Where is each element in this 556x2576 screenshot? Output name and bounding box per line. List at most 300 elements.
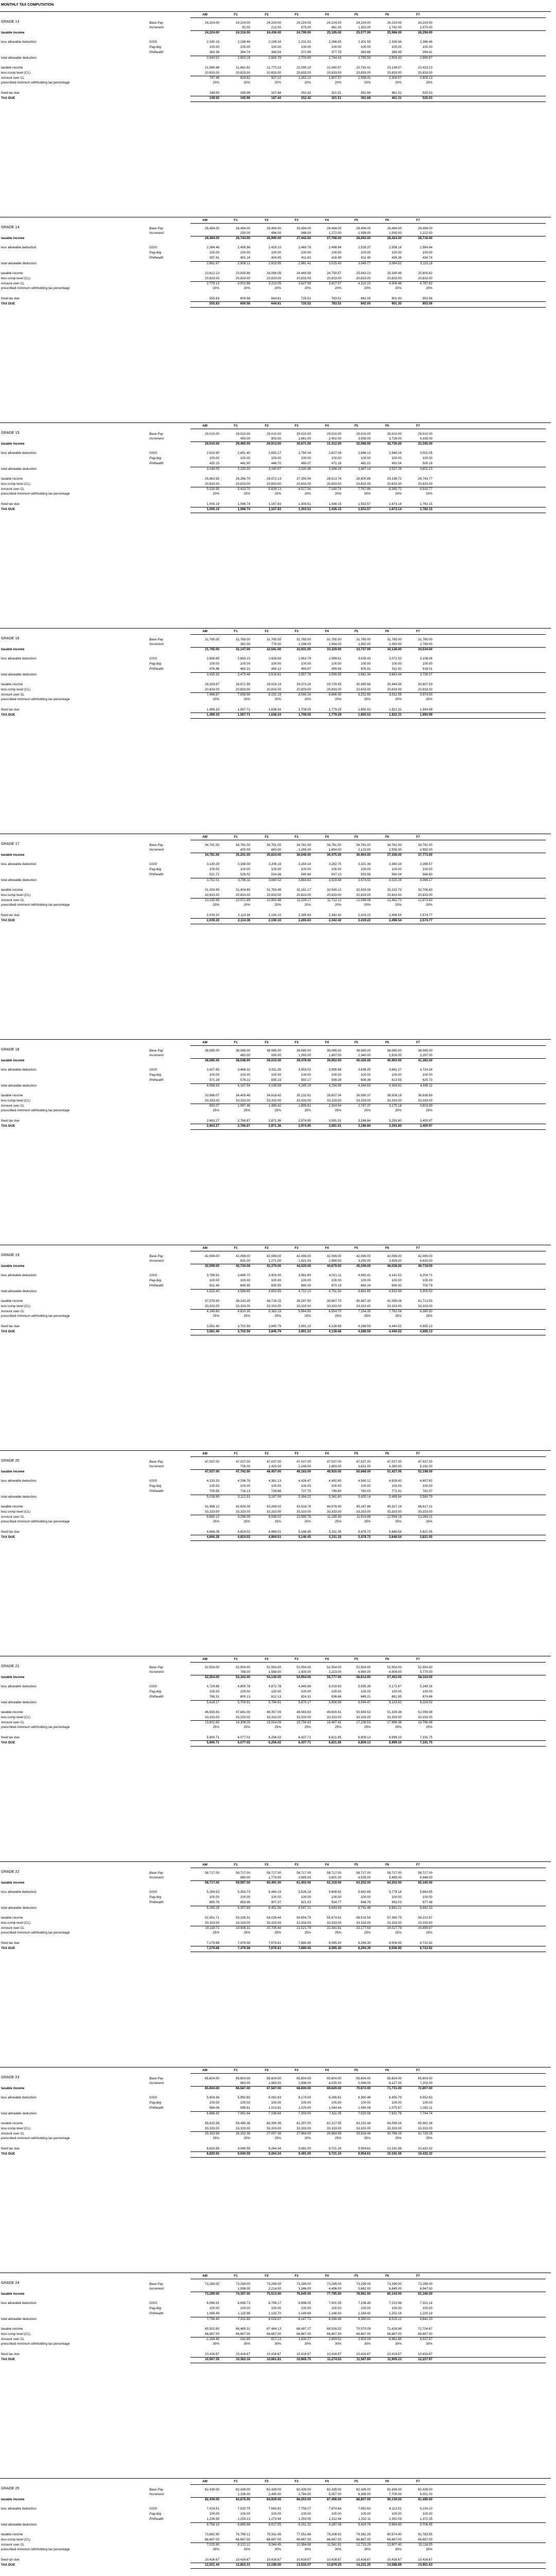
row-label: taxable income (1, 31, 25, 35)
table-row (0, 714, 556, 718)
value-cell: 7,631.76 (389, 2112, 402, 2115)
row-label: taxable income (1, 1299, 23, 1303)
value-cell: 41,382.00 (418, 1059, 432, 1062)
value-cell: 20% (244, 698, 250, 701)
row-sublabel: Base Pay (149, 1049, 163, 1053)
value-cell: 47,037.00 (266, 1460, 281, 1464)
grade-name: GRADE 18 (1, 1047, 20, 1052)
value-cell: 3,297.00 (420, 1054, 432, 1057)
value-cell: 893.96 (240, 1901, 250, 1904)
value-cell: 20% (426, 492, 432, 496)
table-row (0, 663, 556, 667)
value-cell: 700.79 (422, 1284, 432, 1287)
value-cell: 726.86 (271, 1489, 281, 1493)
value-cell: 100.00 (422, 1895, 432, 1899)
value-cell: 25% (395, 1520, 402, 1523)
value-cell: 5,444.19 (268, 1890, 281, 1894)
value-cell: 4,066.17 (420, 878, 432, 882)
value-cell: 20% (213, 492, 219, 496)
grade-block (0, 2273, 556, 2478)
row-sublabel: Philhealth (149, 2517, 164, 2521)
value-cell: 60,491.00 (266, 1881, 281, 1885)
period-header: F6 (385, 2069, 389, 2072)
row-label: fixed tax due (1, 91, 20, 95)
value-cell: 7,411.05 (328, 2112, 341, 2115)
row-sublabel: Philhealth (149, 1489, 164, 1493)
value-cell: 32,161.17 (296, 888, 311, 892)
value-cell: 14,951.63 (418, 2563, 432, 2567)
value-cell: 66,485.31 (235, 2327, 250, 2331)
row-label: prescribed minimum withholding tax percentage (1, 903, 70, 907)
sum-rule (190, 30, 546, 31)
value-cell: 5,038.89 (206, 1495, 219, 1499)
value-cell: 5,608.62 (328, 1890, 341, 1894)
value-cell: 660.30 (301, 1284, 311, 1287)
period-header: AM (202, 1041, 207, 1044)
value-cell: 33,333.00 (387, 1716, 402, 1719)
row-sublabel: Philhealth (149, 1901, 164, 1904)
row-label: prescribed minimum withholding tax percentage (1, 1931, 70, 1935)
value-cell: 8,641.33 (420, 2317, 432, 2321)
value-cell: 7,091.64 (237, 2112, 250, 2115)
table-row (0, 919, 556, 924)
row-sublabel: Pag-ibig (149, 456, 162, 460)
value-cell: 20,833.00 (356, 277, 371, 280)
value-cell: 38,085.00 (387, 1049, 402, 1053)
value-cell: 17,236.53 (356, 1721, 371, 1724)
value-cell: 80,144.00 (387, 2292, 402, 2296)
row-sublabel: GSIS (149, 2301, 158, 2305)
period-header: F2 (265, 630, 269, 633)
period-header: F6 (385, 835, 389, 839)
value-cell: 33,333.00 (235, 1510, 250, 1514)
value-cell: 20% (274, 698, 281, 701)
table-row (0, 1284, 556, 1289)
value-cell: 482.21 (240, 667, 250, 671)
value-cell: 6,360.48 (358, 2096, 371, 2099)
value-cell: 3,601.00 (328, 1876, 341, 1879)
value-cell: 35,201.00 (235, 853, 250, 857)
value-cell: 25% (426, 1109, 432, 1112)
value-cell: 88,807.00 (356, 2498, 371, 2501)
value-cell: 7,196.64 (268, 2112, 281, 2115)
row-sublabel: Philhealth (149, 2312, 164, 2315)
value-cell: 38,085.00 (418, 1049, 432, 1053)
value-cell: 2,871.36 (268, 1119, 281, 1123)
value-cell: 2,610.90 (206, 451, 219, 455)
sum-rule (190, 2111, 546, 2112)
value-cell: 20% (213, 286, 219, 290)
period-header: F2 (265, 1452, 269, 1455)
value-cell: 35,232.81 (296, 1094, 311, 1097)
value-cell: 100.00 (240, 662, 250, 666)
value-cell: 5,580.79 (420, 1495, 432, 1499)
value-cell: 26,494.00 (387, 227, 402, 230)
value-cell: 30% (364, 2548, 371, 2551)
row-sublabel: Philhealth (149, 1078, 164, 1082)
value-cell: 2,760.39 (298, 451, 311, 455)
value-cell: 33,333.00 (326, 1510, 341, 1514)
value-cell: 65,062.26 (418, 2122, 432, 2125)
value-cell: 6,898.05 (298, 2301, 311, 2305)
value-cell: 2,908.12 (237, 262, 250, 265)
table-row (0, 97, 556, 101)
value-cell: 30% (304, 2548, 311, 2551)
value-cell: 1,293.05 (298, 2517, 311, 2521)
table-row (0, 1490, 556, 1495)
value-cell: 58,717.00 (387, 1871, 402, 1875)
value-cell: 20% (244, 492, 250, 496)
period-header: F5 (354, 2480, 358, 2483)
value-cell: 7,191.75 (420, 1741, 432, 1744)
value-cell: 1,236.59 (206, 2517, 219, 2521)
value-cell: 6,437.71 (298, 1736, 311, 1739)
value-cell: 20,833.00 (296, 688, 311, 691)
value-cell: 411.63 (301, 256, 311, 260)
value-cell: 25% (304, 2137, 311, 2140)
value-cell: 20,833.00 (326, 688, 341, 691)
value-cell: 34,781.00 (296, 843, 311, 847)
value-cell: 363.36 (209, 50, 219, 54)
value-cell: 20,833.00 (204, 482, 219, 486)
value-cell: 1,930.00 (389, 231, 402, 235)
value-cell: 705.56 (209, 1489, 219, 1493)
value-cell: 31,765.00 (356, 638, 371, 641)
value-cell: 812.13 (271, 1695, 281, 1699)
row-label: less:comp level (CL) (1, 1304, 31, 1308)
value-cell: 66,667.00 (387, 2538, 402, 2541)
value-cell: 10,416.67 (356, 2352, 371, 2356)
value-cell: 8,390.91 (358, 2317, 371, 2321)
value-cell: 9,564.60 (389, 2523, 402, 2527)
row-label: prescribed minimum withholding tax percentage (1, 2342, 70, 2346)
value-cell: 2,974.95 (298, 1124, 311, 1128)
value-cell: 83,675.00 (235, 2498, 250, 2501)
value-cell: 2,871.36 (268, 1124, 281, 1128)
grade-top-rule (0, 628, 551, 629)
value-cell: 8,910.77 (420, 487, 432, 491)
row-label: Amount over CL (1, 76, 25, 80)
value-cell: 74,789.12 (235, 2533, 250, 2536)
value-cell: 38,085.00 (326, 1049, 341, 1053)
value-cell: 100.00 (391, 1690, 402, 1693)
row-sublabel: Increment (149, 2081, 164, 2085)
value-cell: 20% (395, 903, 402, 907)
value-cell: 6,999.10 (389, 1741, 402, 1744)
value-cell: 4,492.80 (328, 1479, 341, 1483)
value-cell: 100.00 (301, 2307, 311, 2310)
table-row (0, 1947, 556, 1952)
value-cell: 3,553.02 (298, 1068, 311, 1072)
value-cell: 874.86 (422, 1695, 432, 1699)
value-cell: 2,496.54 (389, 913, 402, 917)
value-cell: 26,494.00 (356, 227, 371, 230)
row-label: taxable income (1, 2498, 25, 2501)
value-cell: 4,394.82 (389, 1084, 402, 1088)
value-cell: 25,577.00 (356, 31, 371, 35)
row-label: Amount over CL (1, 487, 25, 491)
period-header: F4 (325, 835, 329, 839)
value-cell: 54,039.44 (266, 1916, 281, 1920)
value-cell: 420.00 (240, 848, 250, 852)
value-cell: 12,227.97 (418, 2358, 432, 2361)
value-cell: 100.00 (391, 456, 402, 460)
value-cell: 76,645.00 (296, 2292, 311, 2296)
value-cell: 9,264.34 (268, 2147, 281, 2150)
value-cell: 4,296.78 (237, 1479, 250, 1483)
value-cell: 26,494.00 (235, 227, 250, 230)
row-label: taxable income (1, 66, 23, 70)
value-cell: 1,332.11 (358, 2517, 371, 2521)
value-cell: 20% (395, 698, 402, 701)
value-cell: 34,781.00 (356, 843, 371, 847)
value-cell: 33,706.83 (418, 888, 432, 892)
value-cell: 100.00 (240, 2101, 250, 2105)
value-cell: 2,146.00 (298, 1465, 311, 1468)
value-cell: 24,316.00 (235, 31, 250, 35)
value-cell: 4,233.33 (206, 1479, 219, 1483)
value-cell: 30,807.93 (418, 683, 432, 686)
value-cell: 2,946.24 (389, 451, 402, 455)
value-cell: 963.03 (391, 1901, 402, 1904)
sheet-title: MONTHLY TAX COMPUTATION (1, 3, 54, 7)
value-cell: 29,460.00 (235, 442, 250, 446)
row-label: Amount over CL (1, 1515, 25, 1519)
value-cell: 2,928.69 (268, 657, 281, 660)
value-cell: 2,653.18 (237, 56, 250, 60)
value-cell: 640.95 (240, 1284, 250, 1287)
value-cell: 31,765.00 (418, 638, 432, 641)
period-header: F3 (294, 218, 299, 222)
value-cell: 31,765.00 (204, 648, 219, 651)
value-cell: 33,333.00 (387, 2127, 402, 2130)
value-cell: 9,040.59 (237, 2147, 250, 2150)
value-cell: 81,783.55 (418, 2533, 432, 2536)
value-cell: 9,296.09 (237, 1515, 250, 1519)
value-cell: 33,333.00 (266, 1921, 281, 1925)
row-sublabel: Pag-ibig (149, 2512, 162, 2516)
value-cell: 25% (244, 1109, 250, 1112)
value-cell: 496.00 (271, 231, 281, 235)
value-cell: 29,373.24 (296, 683, 311, 686)
value-cell: 3,071.52 (389, 657, 402, 660)
value-cell: 3,903.09 (358, 2337, 371, 2341)
value-cell: 53,239.31 (235, 1916, 250, 1920)
value-cell: 100.00 (209, 456, 219, 460)
value-cell: 10,416.67 (387, 2558, 402, 2562)
value-cell: 2,324.04 (328, 1104, 341, 1108)
value-cell: 4,390.00 (389, 1465, 402, 1468)
value-cell: 25,600.82 (418, 272, 432, 275)
value-cell: 30% (213, 2548, 219, 2551)
table-row (0, 1917, 556, 1921)
header-rule (190, 1456, 546, 1457)
table-row (0, 2498, 556, 2503)
value-cell: 28,716.00 (418, 236, 432, 240)
value-cell: 20,833.00 (418, 893, 432, 897)
value-cell: 26,990.00 (266, 236, 281, 240)
table-row (0, 1094, 556, 1099)
value-cell: 100.00 (240, 456, 250, 460)
grade-name: GRADE 19 (1, 1252, 20, 1257)
value-cell: 25% (304, 1520, 311, 1523)
row-sublabel: Base Pay (149, 1460, 163, 1464)
value-cell: 33,333.00 (356, 1921, 371, 1925)
value-cell: 2,827.08 (328, 451, 341, 455)
value-cell: 38,085.00 (296, 1049, 311, 1053)
sum-rule (190, 1700, 546, 1701)
value-cell: 20% (274, 286, 281, 290)
value-cell: 12,873.83 (418, 899, 432, 902)
value-cell: 39,478.00 (296, 1059, 311, 1062)
value-cell: 100.00 (271, 1073, 281, 1077)
value-cell: 20% (335, 81, 341, 84)
value-cell: 3,511.35 (268, 1068, 281, 1072)
value-cell: 1,067.46 (237, 1104, 250, 1108)
value-cell: 23,835.88 (235, 272, 250, 275)
value-cell: 6,547.21 (298, 1906, 311, 1910)
row-sublabel: Base Pay (149, 21, 163, 25)
value-cell: 5,821.05 (420, 1535, 432, 1539)
value-cell: 29,010.00 (266, 432, 281, 436)
value-cell: 5,112.91 (237, 1495, 250, 1499)
value-cell: 20% (364, 698, 371, 701)
value-cell: 10,067.35 (204, 2358, 219, 2361)
value-cell: 66,667.00 (356, 2332, 371, 2336)
value-cell: 40,903.00 (387, 1059, 402, 1062)
grade-name: GRADE 14 (1, 225, 20, 229)
value-cell: 34,128.00 (387, 648, 402, 651)
value-cell: 36,904.00 (356, 853, 371, 857)
value-cell: 2,342.42 (328, 919, 341, 922)
value-cell: 7,880.45 (298, 1946, 311, 1950)
value-cell: 24,224.00 (418, 21, 432, 25)
value-cell: 33,333.00 (266, 1510, 281, 1514)
period-header: F4 (325, 218, 329, 222)
row-label: prescribed minimum withholding tax percentage (1, 1314, 70, 1318)
value-cell: 100.00 (271, 1279, 281, 1282)
value-cell: 2,881.87 (206, 262, 219, 265)
value-cell: 1,774.00 (268, 1876, 281, 1879)
value-cell: 2,766.87 (237, 1119, 250, 1123)
value-cell: 5,264.22 (298, 1495, 311, 1499)
period-header: F6 (385, 630, 389, 633)
value-cell: 2,963.79 (298, 657, 311, 660)
value-cell: 476.48 (209, 667, 219, 671)
row-label: taxable income (1, 442, 25, 446)
value-cell: 8,540.24 (298, 693, 311, 697)
period-header: F3 (294, 1041, 299, 1044)
value-cell: 1,220.19 (420, 2312, 432, 2315)
value-cell: 42,099.00 (235, 1255, 250, 1258)
value-cell: 30% (426, 2342, 432, 2346)
value-cell: 3,537.28 (389, 467, 402, 471)
value-cell: 2,419.22 (358, 913, 371, 917)
row-sublabel: Pag-ibig (149, 1690, 162, 1693)
value-cell: 7,106.49 (358, 2301, 371, 2305)
value-cell: 20% (395, 81, 402, 84)
value-cell: 100.00 (331, 2512, 341, 2516)
value-cell: 4,535.00 (358, 1876, 371, 1879)
value-cell: 33,333.00 (326, 2127, 341, 2130)
value-cell: 38,548.00 (235, 1059, 250, 1062)
value-cell: 3,081.01 (328, 1124, 341, 1128)
grade-name: GRADE 23 (1, 2075, 20, 2079)
value-cell: 20,833.00 (235, 688, 250, 691)
value-cell: 187.44 (271, 91, 281, 95)
value-cell: 377.78 (331, 50, 341, 54)
period-header: F4 (325, 13, 329, 16)
value-cell: 1,588.00 (268, 1670, 281, 1674)
value-cell: 29,743.77 (418, 477, 432, 481)
value-cell: 788.00 (240, 1670, 250, 1674)
row-label: taxable income (1, 1470, 25, 1473)
grade-name: GRADE 13 (1, 19, 20, 24)
value-cell: 33,333.00 (326, 1716, 341, 1719)
table-row (0, 1685, 556, 1690)
period-header: F1 (234, 2480, 238, 2483)
row-label: Amount over CL (1, 899, 25, 902)
period-header: AM (202, 424, 207, 428)
value-cell: 8,191.19 (268, 693, 281, 697)
grade-name: GRADE 15 (1, 430, 20, 435)
row-label: less allowable deduction: (1, 2507, 38, 2511)
value-cell: 3,223.05 (268, 282, 281, 285)
value-cell: 4,081.41 (358, 1274, 371, 1277)
row-sublabel: Pag-ibig (149, 2101, 162, 2105)
row-sublabel: Increment (149, 2493, 164, 2496)
value-cell: 27,057.36 (266, 2132, 281, 2136)
table-row (0, 1741, 556, 1746)
value-cell: 65,604.00 (204, 2087, 219, 2090)
value-cell: 20,833.00 (204, 277, 219, 280)
value-cell: 5,700.91 (237, 1701, 250, 1704)
row-sublabel: Increment (149, 2287, 164, 2291)
value-cell: 1,922.31 (389, 713, 402, 717)
row-label: less:comp level (CL) (1, 71, 31, 75)
value-cell: 2,222.00 (420, 231, 432, 235)
grade-top-rule (0, 1450, 551, 1451)
value-cell: 54,142.00 (266, 1675, 281, 1679)
value-cell: 20,833.00 (266, 71, 281, 75)
period-header: F3 (294, 424, 299, 428)
value-cell: 13,284.21 (418, 1515, 432, 1519)
value-cell: 73,682.90 (204, 2533, 219, 2536)
value-cell: 849.21 (360, 1695, 371, 1699)
value-cell: 10,416.67 (235, 2352, 250, 2356)
value-cell: 100.00 (271, 1690, 281, 1693)
period-header: F6 (385, 2480, 389, 2483)
value-cell: 29,010.00 (418, 432, 432, 436)
value-cell: 24,889.67 (418, 1926, 432, 1930)
value-cell: 38,085.00 (356, 1049, 371, 1053)
total-rule (190, 718, 546, 719)
value-cell: 34,781.00 (266, 843, 281, 847)
value-cell: 1,742.00 (389, 26, 402, 29)
value-cell: 9,954.61 (358, 2147, 371, 2150)
value-cell: 38,085.00 (266, 1049, 281, 1053)
row-label: TAX DUE (1, 2563, 15, 2567)
grade-block (0, 1450, 556, 1656)
value-cell: 6,841.21 (389, 1906, 402, 1910)
value-cell: 20% (426, 286, 432, 290)
value-cell: 747.48 (209, 76, 219, 80)
value-cell: 5,171.67 (389, 1685, 402, 1688)
value-cell: 4,729.86 (206, 1685, 219, 1688)
value-cell: 10,416.67 (204, 2558, 219, 2562)
value-cell: 25% (395, 1725, 402, 1729)
value-cell: 61,402.00 (296, 1881, 311, 1885)
